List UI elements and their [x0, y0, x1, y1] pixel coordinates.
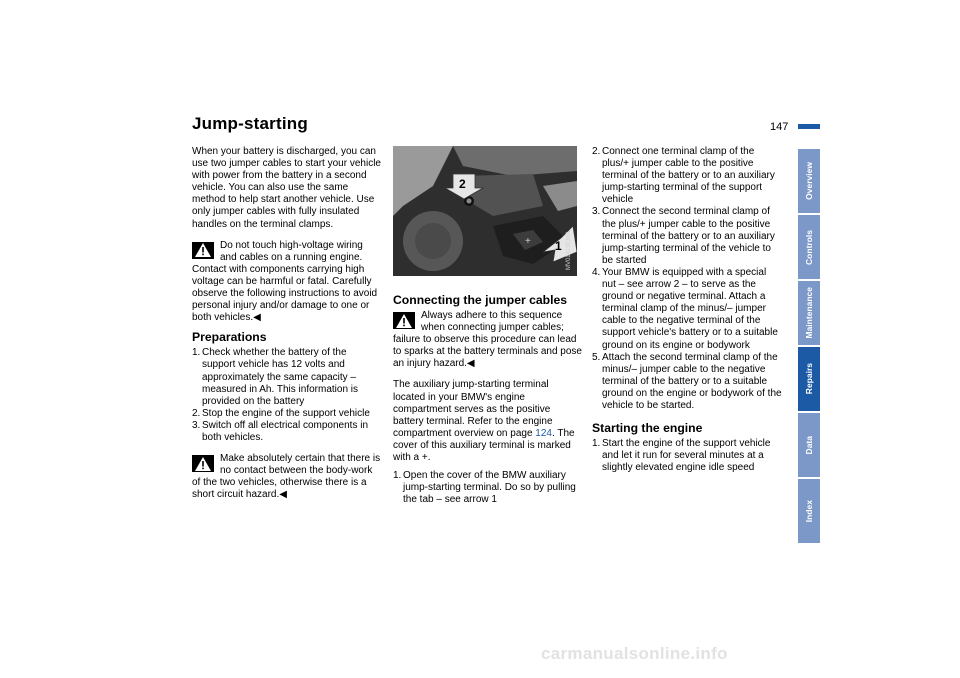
preparations-heading: Preparations	[192, 330, 267, 345]
page-number: 147	[770, 121, 789, 133]
list-item: 2. Stop the engine of the support vehicle	[192, 407, 370, 419]
list-item: 1. Start the engine of the support vehicle and let it run for several minutes at a slightly elevated engine idle speed	[592, 438, 771, 474]
tab-controls[interactable]: Controls	[798, 215, 820, 279]
starting-heading: Starting the engine	[592, 421, 703, 436]
warning-icon	[393, 312, 415, 329]
warning-text-1: Do not touch high-voltage wiring and cables on a running engine. Contact with components carrying high voltage can be harmful or fatal. Carefully observe the following instructions to avoid personal injury and/or damage to one or both vehicles.◀	[192, 239, 378, 324]
figure-labels	[393, 146, 577, 276]
column-1	[192, 146, 382, 501]
warning-text-3: Always adhere to this sequence when connecting jumper cables; failure to observe this procedure can lead to sparks at the battery terminals and pose an injury hazard.◀	[393, 310, 582, 370]
list-item: 3. Connect the second terminal clamp of the plus/+ jumper cable to the positive terminal of the battery or to an auxiliary jump-starting terminal of the vehicle to be started	[592, 206, 775, 266]
arrow-label-2: 2	[459, 177, 466, 191]
tab-repairs[interactable]: Repairs	[798, 347, 820, 411]
page-reference-link[interactable]: 124	[535, 427, 552, 439]
connecting-list-continued	[592, 146, 782, 412]
column-3	[592, 146, 782, 474]
tab-data[interactable]: Data	[798, 413, 820, 477]
list-item: 5. Attach the second terminal clamp of the minus/– jumper cable to the negative terminal of the battery or to a suitable ground on the engine or bodywork of the vehicle to be started.	[592, 351, 782, 411]
engine-compartment-figure	[393, 146, 577, 276]
tab-index[interactable]: Index	[798, 479, 820, 543]
intro-paragraph: When your battery is discharged, you can use two jumper cables to start your vehicle with power from the battery in a second vehicle. You can also use the same method to help start another vehicle. Use only jumper cables with fully insulated handles on the terminal clamps.	[192, 146, 381, 230]
section-tabs	[798, 149, 820, 545]
tab-overview[interactable]: Overview	[798, 149, 820, 213]
warning-block-2	[192, 453, 382, 501]
list-item: 4. Your BMW is equipped with a special nut – see arrow 2 – to serve as the ground or negative terminal. Attach a terminal clamp of the minus/– jumper cable to the negative terminal of the support vehicle's battery or to a suitable ground on its engine or bodywork	[592, 266, 778, 351]
warning-text-2: Make absolutely certain that there is no contact between the body-work of the two vehicles, otherwise there is a short circuit hazard.◀	[192, 453, 381, 501]
page-marker	[798, 124, 820, 129]
preparations-list	[192, 347, 382, 444]
svg-text:+: +	[525, 236, 531, 247]
warning-block-1	[192, 240, 382, 325]
list-item: 2. Connect one terminal clamp of the plus/+ jumper cable to the positive terminal of the battery or to an auxiliary jump-starting terminal of the support vehicle	[592, 146, 775, 206]
figure-code: MV01419CMA	[565, 230, 572, 270]
list-item: 1. Check whether the battery of the support vehicle has 12 volts and approximately the same capacity – measured in Ah. This information is provided on the battery	[192, 347, 359, 407]
starting-list	[592, 438, 782, 474]
auxiliary-terminal-paragraph: The auxiliary jump-starting terminal located in your BMW's engine compartment serves as the positive battery terminal. Refer to the engine compartment overview on page 124. The cover of this auxiliary terminal is marked with a +.	[393, 379, 575, 464]
warning-block-3	[393, 310, 583, 370]
tab-maintenance[interactable]: Maintenance	[798, 281, 820, 345]
column-2	[393, 146, 583, 506]
connecting-list	[393, 470, 583, 506]
arrow-label-1: 1	[555, 239, 562, 253]
list-item: 1. Open the cover of the BMW auxiliary jump-starting terminal. Do so by pulling the tab – see arrow 1	[393, 470, 576, 506]
warning-icon	[192, 242, 214, 259]
page-title: Jump-starting	[192, 114, 308, 133]
list-item: 3. Switch off all electrical components in both vehicles.	[192, 419, 369, 443]
connecting-heading: Connecting the jumper cables	[393, 293, 568, 307]
watermark: carmanualsonline.info	[541, 644, 728, 663]
warning-icon	[192, 455, 214, 472]
